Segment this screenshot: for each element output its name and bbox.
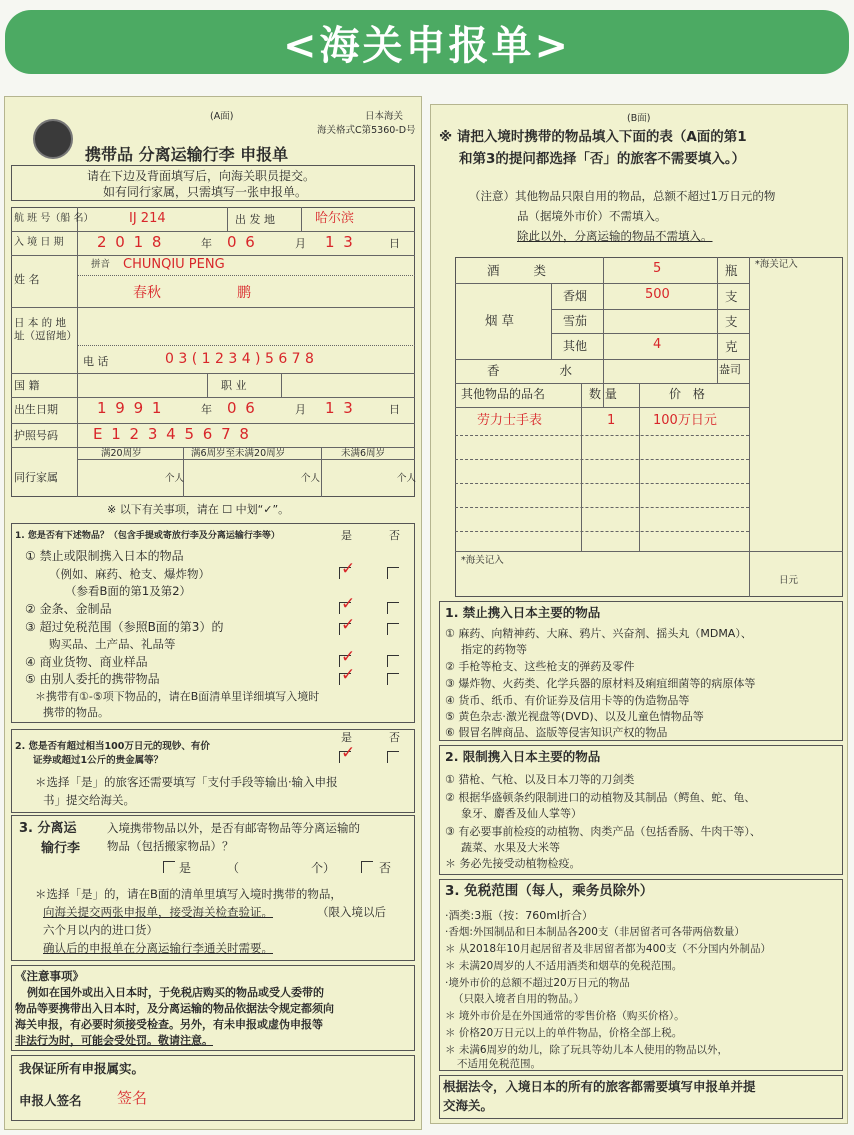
birth-day[interactable]: 1 3 xyxy=(325,399,355,417)
depart-label: 出 发 地 xyxy=(235,213,275,226)
name-label: 姓 名 xyxy=(14,273,40,286)
other-tobacco-unit: 克 xyxy=(725,339,738,354)
customs-use-mark-2: *海关记入 xyxy=(461,555,504,566)
q1-item-4: ④ 商业货物、商业样品 xyxy=(25,655,148,669)
prohibited-4: ④ 货币、纸币、有价证券及信用卡等的伪造物品等 xyxy=(445,694,690,707)
other-items-col-name: 其他物品的品名 xyxy=(461,387,546,401)
entry-month[interactable]: 0 6 xyxy=(227,233,257,251)
passport-label: 护照号码 xyxy=(14,429,58,442)
title-banner xyxy=(5,10,849,74)
intro-line-2: 如有同行家属，只需填写一张申报单。 xyxy=(103,185,308,199)
restricted-2b: 象牙、麝香及仙人掌等） xyxy=(461,807,582,820)
q2-no-checkbox[interactable] xyxy=(387,751,399,763)
family-count-adult[interactable]: 个人 xyxy=(165,473,185,484)
duty-free-5: ·境外市价的总额不超过20万日元的物品 xyxy=(445,977,630,989)
signature-label: 申报人签名 xyxy=(19,1093,82,1108)
q3-title: 3. 分离运 xyxy=(19,821,77,836)
q3-count-unit[interactable]: 个） xyxy=(311,861,336,875)
prohibited-1: ① 麻药、向精神药、大麻、鸦片、兴奋剂、摇头丸（MDMA）、 xyxy=(445,627,752,640)
restricted-3: ③ 有必要事前检疫的动植物、肉类产品（包括香肠、牛肉干等）、 xyxy=(445,825,761,838)
b-note-2: 品（据境外市价）不需填入。 xyxy=(517,209,667,223)
intro-line-1: 请在下边及背面填写后，向海关职员提交。 xyxy=(87,169,316,183)
q3-note-3: 六个月以内的进口货） xyxy=(43,923,158,937)
family-label: 同行家属 xyxy=(14,471,58,484)
notice-line-3: 海关申报，有必要时须接受检查。另外，有未申报或虚伪申报等 xyxy=(15,1018,323,1031)
b-header-line-2: 和第3的提问都选择「否」的旅客不需要填入。） xyxy=(459,151,746,167)
q1-5-yes-check-icon: ✓ xyxy=(341,665,356,685)
q3-no-checkbox[interactable] xyxy=(361,861,373,873)
family-col-adult: 满20周岁 xyxy=(101,448,142,459)
duty-free-9: ＊ 未满6周岁的幼儿，除了玩具等幼儿本人使用的物品以外， xyxy=(445,1044,729,1056)
q1-item-1: ① 禁止或限制携入日本的物品 xyxy=(25,549,184,563)
perfume-label: 香 水 xyxy=(487,363,572,378)
liquor-label: 酒 类 xyxy=(487,263,546,278)
family-col-youth: 满6周岁至未满20周岁 xyxy=(191,448,286,459)
pinyin-label: 拼音 xyxy=(91,259,111,270)
signature-value[interactable]: 签名 xyxy=(117,1089,148,1107)
restricted-title: 2. 限制携入日本主要的物品 xyxy=(445,749,601,764)
flight-value[interactable]: IJ 214 xyxy=(129,211,166,226)
q1-1-no-checkbox[interactable] xyxy=(387,567,399,579)
q2-yes-header: 是 xyxy=(341,731,352,744)
q1-yes-header: 是 xyxy=(341,529,352,542)
duty-free-6: （只限入境者自用的物品。） xyxy=(453,993,585,1005)
cigar-label: 雪茄 xyxy=(563,314,588,328)
family-count-child[interactable]: 个人 xyxy=(397,473,417,484)
q1-2-yes-check-icon: ✓ xyxy=(341,594,356,614)
customs-logo xyxy=(33,119,73,159)
flight-label: 航 班 号（船 名） xyxy=(14,213,94,224)
entry-date-label: 入 境 日 期 xyxy=(14,237,64,248)
entry-year[interactable]: 2 0 1 8 xyxy=(97,233,164,251)
prohibited-6: ⑥ 假冒名牌商品、盗版等侵害知识产权的物品 xyxy=(445,726,668,739)
prohibited-5: ⑤ 黄色杂志·激光视盘等(DVD)、以及儿童色情物品等 xyxy=(445,710,704,723)
final-note-2: 交海关。 xyxy=(443,1098,494,1113)
other-items-col-qty: 数 量 xyxy=(589,387,617,401)
q3-no-label: 否 xyxy=(379,861,392,875)
family-name[interactable]: 鹏 xyxy=(237,285,251,301)
side-b-label: (B面) xyxy=(627,113,651,124)
q2-note-2: 书」提交给海关。 xyxy=(43,793,135,807)
birth-year-unit: 年 xyxy=(201,403,212,416)
customs-use-mark: *海关记入 xyxy=(755,259,798,270)
q1-4-yes-check-icon: ✓ xyxy=(341,647,356,667)
restricted-3b: 蔬菜、水果及大米等 xyxy=(461,841,560,854)
other-items-col-price: 价 格 xyxy=(669,387,705,401)
q1-no-header: 否 xyxy=(389,529,400,542)
q1-item-5: ⑤ 由别人委托的携带物品 xyxy=(25,672,160,686)
birth-month[interactable]: 0 6 xyxy=(227,399,257,417)
check-instruction: ※ 以下有关事项，请在 ☐ 中划“✓”。 xyxy=(107,503,290,516)
cigarette-unit: 支 xyxy=(725,289,738,304)
cigarette-qty[interactable]: 500 xyxy=(645,287,670,302)
entry-year-unit: 年 xyxy=(201,237,212,250)
form-side-a xyxy=(4,96,422,1130)
duty-free-title: 3. 免税范围（每人，乘务员除外） xyxy=(445,883,654,899)
depart-value[interactable]: 哈尔滨 xyxy=(315,211,355,226)
prohibited-2: ② 手枪等枪支、这些枪支的弹药及零件 xyxy=(445,660,635,673)
restricted-2: ② 根据华盛顿条约限制进口的动植物及其制品（鳄鱼、蛇、龟、 xyxy=(445,791,756,804)
q1-item-3-detail: 购买品、土产品、礼品等 xyxy=(49,637,176,651)
q2-title: 2. 您是否有超过相当100万日元的现钞、有价 xyxy=(15,741,210,752)
q2-note: ＊选择「是」的旅客还需要填写「支付手段等输出·输入申报 xyxy=(35,775,338,789)
form-number: 海关格式C第5360-D号 xyxy=(317,125,416,136)
q1-item-3: ③ 超过免税范围（参照B面的第3）的 xyxy=(25,620,224,634)
cigarette-label: 香烟 xyxy=(563,289,588,303)
total-yen-unit: 日元 xyxy=(779,575,799,586)
family-col-child: 未满6周岁 xyxy=(341,448,386,459)
final-note-1: 根据法令，入境日本的所有的旅客都需要填写申报单并提 xyxy=(443,1079,756,1094)
q1-item-1-ref: （参看B面的第1及第2） xyxy=(65,584,192,598)
q1-1-yes-check-icon: ✓ xyxy=(341,559,356,579)
duty-free-3: ＊ 从2018年10月起居留者及非居留者都为400支（不分国内外制品） xyxy=(445,943,771,955)
q3-question-2: 物品（包括搬家物品）？ xyxy=(107,839,234,853)
q3-yes-label: 是 xyxy=(179,861,192,875)
b-note-3: 除此以外，分离运输的物品不需填入。 xyxy=(517,229,713,243)
cigar-unit: 支 xyxy=(725,314,738,329)
q3-note-4: 确认后的申报单在分离运输行李通关时需要。 xyxy=(43,941,273,955)
passport-value[interactable]: E 1 2 3 4 5 6 7 8 xyxy=(93,425,251,443)
birth-label: 出生日期 xyxy=(14,403,58,416)
q2-yes-check-icon: ✓ xyxy=(341,743,356,763)
q3-note-2: 向海关提交两张申报单，接受海关检查验证。 xyxy=(43,905,273,919)
restricted-note: ＊ 务必先接受动植物检疫。 xyxy=(445,857,581,870)
pinyin-value[interactable]: CHUNQIU PENG xyxy=(123,257,225,272)
entry-day[interactable]: 1 3 xyxy=(325,233,355,251)
restricted-1: ① 猎枪、气枪、以及日本刀等的刀剑类 xyxy=(445,773,635,786)
notice-line-1: 例如在国外或出入日本时，于免税店购买的物品或受人委带的 xyxy=(27,986,324,999)
liquor-unit: 瓶 xyxy=(725,263,738,278)
item-1-price[interactable]: 100万日元 xyxy=(653,413,717,428)
item-1-qty[interactable]: 1 xyxy=(607,413,616,428)
duty-free-10: 不适用免税范围。 xyxy=(457,1058,541,1070)
q3-title-2: 输行李 xyxy=(41,841,81,856)
q1-5-no-checkbox[interactable] xyxy=(387,673,399,685)
q1-item-2: ② 金条、金制品 xyxy=(25,602,112,616)
banner-title: <海关申报单> xyxy=(282,22,572,69)
duty-free-8: ＊ 价格20万日元以上的单件物品，价格全部上税。 xyxy=(445,1027,683,1039)
birth-year[interactable]: 1 9 9 1 xyxy=(97,399,164,417)
form-side-b xyxy=(430,104,848,1124)
q1-title: 1. 您是否有下述物品？（包含手提或寄放行李及分离运输行李等） xyxy=(15,531,280,541)
q2-no-header: 否 xyxy=(389,731,400,744)
q1-3-yes-check-icon: ✓ xyxy=(341,615,356,635)
side-a-label: (A面) xyxy=(210,111,234,122)
notice-line-2: 物品等要携带出入日本时，及分离运输的物品依据法令规定都须向 xyxy=(15,1002,334,1015)
occupation-label: 职 业 xyxy=(221,379,247,392)
q1-4-no-checkbox[interactable] xyxy=(387,655,399,667)
family-count-youth[interactable]: 个人 xyxy=(301,473,321,484)
nationality-label: 国 籍 xyxy=(14,379,40,392)
prohibited-title: 1. 禁止携入日本主要的物品 xyxy=(445,605,601,620)
other-tobacco-label: 其他 xyxy=(563,339,588,353)
item-1-name[interactable]: 劳力士手表 xyxy=(477,413,543,428)
prohibited-1b: 指定的药物等 xyxy=(461,643,527,656)
duty-free-4: ＊ 未满20周岁的人不适用酒类和烟草的免税范围。 xyxy=(445,960,683,972)
q1-note-2: 携带的物品。 xyxy=(43,706,109,719)
duty-free-box xyxy=(439,879,843,1071)
notice-line-4: 非法行为时，可能会受处罚。敬请注意。 xyxy=(15,1034,213,1047)
q1-item-1-example: （例如、麻药、枪支、爆炸物） xyxy=(49,567,210,581)
q3-question: 入境携带物品以外，是否有邮寄物品等分离运输的 xyxy=(107,821,360,835)
q3-yes-checkbox[interactable] xyxy=(163,861,175,873)
duty-free-1: ·酒类:3瓶（按：760ml折合） xyxy=(445,909,593,922)
notice-title: 《注意事项》 xyxy=(15,969,84,983)
liquor-qty[interactable]: 5 xyxy=(653,261,662,276)
agency-label: 日本海关 xyxy=(365,111,404,122)
q3-note: ＊选择「是」的，请在B面的清单里填写入境时携带的物品， xyxy=(35,887,342,901)
address-label: 日 本 的 地 址（逗留地） xyxy=(14,317,77,343)
duty-free-7: ＊ 境外市价是在外国通常的零售价格（购买价格）。 xyxy=(445,1010,685,1022)
given-name[interactable]: 春秋 xyxy=(133,285,161,301)
tel-value[interactable]: 0 3 ( 1 2 3 4 ) 5 6 7 8 xyxy=(165,351,314,367)
q1-note: ＊携带有①-⑤项下物品的，请在B面清单里详细填写入境时 xyxy=(35,690,320,703)
perfume-unit: 盎司 xyxy=(719,363,741,376)
birth-day-unit: 日 xyxy=(389,403,400,416)
other-tobacco-qty[interactable]: 4 xyxy=(653,337,662,352)
q2-title-2: 证券或超过1公斤的贵金属等？ xyxy=(33,755,164,766)
prohibited-3: ③ 爆炸物、火药类、化学兵器的原材料及痢疽细菌等的病原体等 xyxy=(445,677,756,690)
entry-month-unit: 月 xyxy=(295,237,306,250)
q3-count-open: （ xyxy=(227,861,240,875)
tel-label: 电 话 xyxy=(83,355,109,368)
b-header-line-1: ※ 请把入境时携带的物品填入下面的表（A面的第1 xyxy=(439,129,747,145)
birth-month-unit: 月 xyxy=(295,403,306,416)
duty-free-2: ·香烟:外国制品和日本制品各200支（非居留者可各带两倍数量） xyxy=(445,926,745,938)
guarantee-text: 我保证所有申报属实。 xyxy=(19,1061,145,1076)
q3-note-2b: （限入境以后 xyxy=(317,905,386,919)
q1-2-no-checkbox[interactable] xyxy=(387,602,399,614)
q1-3-no-checkbox[interactable] xyxy=(387,623,399,635)
form-title: 携带品 分离运输行李 申报单 xyxy=(85,145,289,164)
entry-day-unit: 日 xyxy=(389,237,400,250)
tobacco-label: 烟 草 xyxy=(485,313,514,328)
b-note-1: （注意）其他物品只限自用的物品，总额不超过1万日元的物 xyxy=(469,189,776,203)
